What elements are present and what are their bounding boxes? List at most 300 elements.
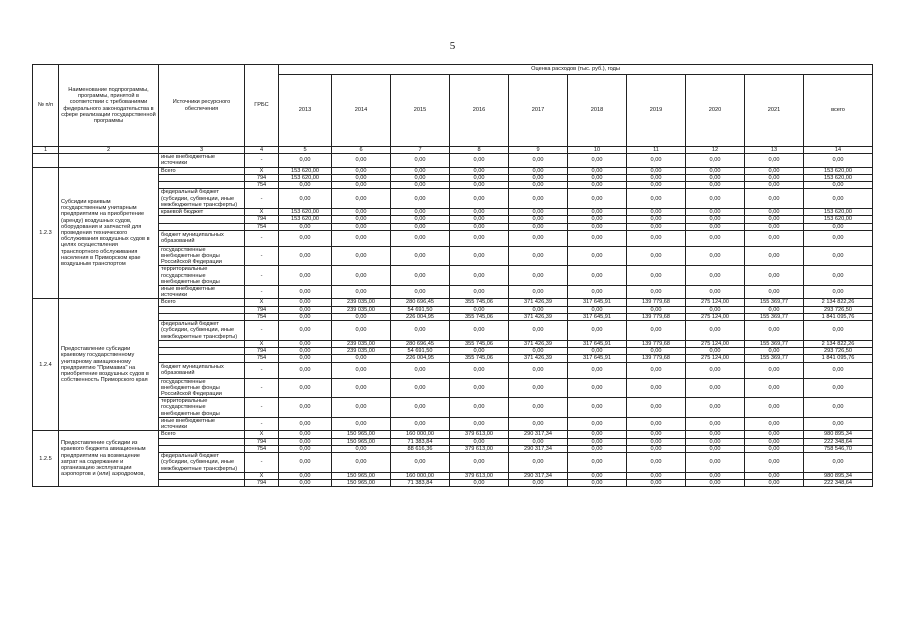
value-cell: 0,00 [279, 438, 332, 445]
value-cell: 0,00 [804, 452, 873, 472]
value-cell: 0,00 [391, 362, 450, 378]
value-cell: 0,00 [686, 321, 745, 341]
value-cell: 0,00 [450, 230, 509, 246]
source-cell: Всего [159, 167, 245, 174]
value-cell: 222 348,64 [804, 438, 873, 445]
value-cell: 153 620,00 [804, 167, 873, 174]
source-cell [159, 355, 245, 362]
value-cell: 0,00 [279, 299, 332, 306]
value-cell: 155 369,77 [745, 341, 804, 348]
value-cell: 0,00 [509, 417, 568, 430]
value-cell: 0,00 [391, 223, 450, 230]
year-header: 2018 [568, 75, 627, 147]
value-cell: 0,00 [568, 209, 627, 216]
value-cell: 155 369,77 [745, 313, 804, 320]
value-cell: 0,00 [804, 223, 873, 230]
value-cell: 0,00 [686, 230, 745, 246]
value-cell: 0,00 [745, 182, 804, 189]
value-cell: 153 620,00 [279, 209, 332, 216]
value-cell: 0,00 [279, 355, 332, 362]
value-cell: 0,00 [509, 480, 568, 487]
source-cell: иные внебюджетные источники [159, 417, 245, 430]
header-name: Наименование подпрограммы, программы, принятой в соответствии с требованиями федерального законодательства в сфере реализации государственной программы [59, 65, 159, 147]
value-cell: 0,00 [279, 398, 332, 418]
value-cell: 139 779,68 [627, 355, 686, 362]
value-cell: 0,00 [627, 167, 686, 174]
grbs-cell: 754 [245, 313, 279, 320]
value-cell: 0,00 [686, 438, 745, 445]
value-cell: 0,00 [686, 348, 745, 355]
value-cell: 0,00 [279, 348, 332, 355]
table-row [33, 306, 873, 313]
table-row [33, 472, 873, 479]
value-cell: 0,00 [804, 417, 873, 430]
program-name-cell: Предоставление субсидии краевому государственному унитарному авиационному предприятию "Примавиа" на приобретение воздушных судов в собственность Приморского края [59, 299, 159, 431]
value-cell: 0,00 [332, 246, 391, 266]
value-cell: 0,00 [804, 230, 873, 246]
row-number-cell: 1.2.5 [33, 431, 59, 487]
program-name-cell: Предоставление субсидии из краевого бюджета авиационным предприятиям на возмещение затрат на содержание и организацию эксплуатации аэропортов и (или) аэродромов, [59, 431, 159, 487]
value-cell: 2 134 822,26 [804, 299, 873, 306]
value-cell: 153 620,00 [279, 216, 332, 223]
value-cell: 153 620,00 [279, 167, 332, 174]
value-cell: 0,00 [568, 216, 627, 223]
value-cell: 293 726,50 [804, 348, 873, 355]
grbs-cell: 794 [245, 348, 279, 355]
value-cell: 153 620,00 [804, 216, 873, 223]
value-cell: 0,00 [627, 431, 686, 438]
value-cell: 0,00 [627, 348, 686, 355]
value-cell: 0,00 [509, 286, 568, 299]
value-cell: 0,00 [279, 246, 332, 266]
year-header: 2021 [745, 75, 804, 147]
value-cell: 0,00 [450, 480, 509, 487]
value-cell: 275 124,00 [686, 313, 745, 320]
value-cell: 0,00 [450, 417, 509, 430]
table-row [33, 348, 873, 355]
value-cell: 0,00 [745, 480, 804, 487]
value-cell: 0,00 [391, 286, 450, 299]
value-cell: 0,00 [568, 154, 627, 167]
value-cell: 0,00 [568, 378, 627, 398]
grbs-cell: - [245, 321, 279, 341]
value-cell: 239 035,00 [332, 306, 391, 313]
column-number: 13 [745, 147, 804, 154]
value-cell: 0,00 [804, 189, 873, 209]
value-cell: 0,00 [568, 438, 627, 445]
value-cell: 139 779,68 [627, 313, 686, 320]
source-cell [159, 348, 245, 355]
value-cell: 0,00 [686, 246, 745, 266]
table-row [33, 246, 873, 266]
grbs-cell: - [245, 417, 279, 430]
value-cell: 0,00 [279, 182, 332, 189]
source-cell: бюджет муниципальных образований [159, 362, 245, 378]
value-cell: 0,00 [686, 480, 745, 487]
value-cell: 0,00 [568, 417, 627, 430]
value-cell: 371 426,39 [509, 341, 568, 348]
year-header: 2014 [332, 75, 391, 147]
value-cell: 0,00 [279, 266, 332, 286]
value-cell: 0,00 [745, 167, 804, 174]
header-grbs: ГРБС [245, 65, 279, 147]
value-cell: 758 546,70 [804, 445, 873, 452]
value-cell: 0,00 [745, 348, 804, 355]
value-cell: 0,00 [568, 246, 627, 266]
value-cell: 0,00 [450, 182, 509, 189]
value-cell: 980 895,34 [804, 472, 873, 479]
value-cell: 0,00 [332, 321, 391, 341]
budget-table [32, 64, 873, 487]
value-cell: 0,00 [509, 182, 568, 189]
page-number: 5 [449, 40, 456, 52]
value-cell: 0,00 [279, 472, 332, 479]
row-number-cell [33, 154, 59, 167]
value-cell: 160 000,00 [391, 472, 450, 479]
value-cell: 0,00 [745, 216, 804, 223]
value-cell: 0,00 [568, 348, 627, 355]
value-cell: 0,00 [627, 174, 686, 181]
value-cell: 0,00 [450, 266, 509, 286]
source-cell: государственные внебюджетные фонды Российской Федерации [159, 246, 245, 266]
column-number: 1 [33, 147, 59, 154]
value-cell: 0,00 [686, 398, 745, 418]
value-cell: 153 620,00 [279, 174, 332, 181]
value-cell: 0,00 [804, 182, 873, 189]
value-cell: 150 965,00 [332, 431, 391, 438]
value-cell: 0,00 [745, 321, 804, 341]
value-cell: 0,00 [686, 286, 745, 299]
value-cell: 0,00 [568, 321, 627, 341]
value-cell: 0,00 [568, 472, 627, 479]
value-cell: 0,00 [391, 321, 450, 341]
value-cell: 150 965,00 [332, 472, 391, 479]
value-cell: 379 613,00 [450, 445, 509, 452]
value-cell: 0,00 [627, 472, 686, 479]
source-cell [159, 216, 245, 223]
value-cell: 0,00 [745, 174, 804, 181]
value-cell: 0,00 [745, 266, 804, 286]
value-cell: 0,00 [568, 189, 627, 209]
value-cell: 71 383,84 [391, 480, 450, 487]
value-cell: 0,00 [745, 362, 804, 378]
value-cell: 239 035,00 [332, 341, 391, 348]
value-cell: 0,00 [332, 223, 391, 230]
value-cell: 0,00 [509, 378, 568, 398]
source-cell [159, 223, 245, 230]
year-header: 2017 [509, 75, 568, 147]
value-cell: 355 745,06 [450, 313, 509, 320]
value-cell: 0,00 [627, 266, 686, 286]
table-row [33, 167, 873, 174]
table-row [33, 230, 873, 246]
value-cell: 0,00 [391, 378, 450, 398]
grbs-cell: - [245, 398, 279, 418]
value-cell: 0,00 [686, 216, 745, 223]
value-cell: 0,00 [450, 174, 509, 181]
value-cell: 153 620,00 [804, 174, 873, 181]
value-cell: 0,00 [568, 398, 627, 418]
value-cell: 0,00 [804, 154, 873, 167]
value-cell: 0,00 [686, 167, 745, 174]
value-cell: 0,00 [279, 230, 332, 246]
value-cell: 0,00 [332, 266, 391, 286]
grbs-cell: X [245, 299, 279, 306]
table-row [33, 417, 873, 430]
value-cell: 0,00 [745, 286, 804, 299]
header-estimate: Оценка расходов (тыс. руб.), годы [279, 65, 873, 75]
value-cell: 0,00 [509, 398, 568, 418]
value-cell: 0,00 [568, 452, 627, 472]
grbs-cell: 754 [245, 355, 279, 362]
value-cell: 0,00 [279, 378, 332, 398]
column-number: 2 [59, 147, 159, 154]
table-row [33, 209, 873, 216]
grbs-cell: X [245, 431, 279, 438]
value-cell: 0,00 [332, 174, 391, 181]
value-cell: 0,00 [627, 438, 686, 445]
value-cell: 0,00 [804, 398, 873, 418]
value-cell: 0,00 [568, 445, 627, 452]
value-cell: 0,00 [627, 216, 686, 223]
value-cell: 153 620,00 [804, 209, 873, 216]
value-cell: 0,00 [804, 362, 873, 378]
row-name-cell [59, 154, 159, 167]
value-cell: 0,00 [391, 417, 450, 430]
value-cell: 371 426,39 [509, 355, 568, 362]
value-cell: 0,00 [509, 452, 568, 472]
grbs-cell: - [245, 266, 279, 286]
grbs-cell: - [245, 378, 279, 398]
value-cell: 0,00 [686, 182, 745, 189]
source-cell [159, 438, 245, 445]
value-cell: 0,00 [332, 182, 391, 189]
grbs-cell: 754 [245, 182, 279, 189]
value-cell: 275 124,00 [686, 341, 745, 348]
value-cell: 0,00 [745, 209, 804, 216]
value-cell: 0,00 [332, 355, 391, 362]
value-cell: 0,00 [627, 209, 686, 216]
value-cell: 0,00 [686, 417, 745, 430]
value-cell: 0,00 [686, 378, 745, 398]
source-cell: краевой бюджет [159, 209, 245, 216]
year-header: всего [804, 75, 873, 147]
table-row [33, 189, 873, 209]
value-cell: 0,00 [391, 266, 450, 286]
value-cell: 0,00 [332, 154, 391, 167]
year-header: 2016 [450, 75, 509, 147]
value-cell: 0,00 [450, 438, 509, 445]
table-row [33, 445, 873, 452]
value-cell: 0,00 [686, 223, 745, 230]
table-row [33, 313, 873, 320]
value-cell: 0,00 [450, 216, 509, 223]
source-cell [159, 480, 245, 487]
column-number: 4 [245, 147, 279, 154]
value-cell: 0,00 [332, 417, 391, 430]
value-cell: 0,00 [279, 313, 332, 320]
value-cell: 275 124,00 [686, 355, 745, 362]
value-cell: 0,00 [686, 209, 745, 216]
source-cell [159, 174, 245, 181]
value-cell: 0,00 [568, 306, 627, 313]
value-cell: 155 369,77 [745, 299, 804, 306]
value-cell: 0,00 [450, 154, 509, 167]
value-cell: 160 000,00 [391, 431, 450, 438]
value-cell: 0,00 [450, 362, 509, 378]
value-cell: 0,00 [745, 154, 804, 167]
table-row [33, 452, 873, 472]
grbs-cell: 794 [245, 174, 279, 181]
grbs-cell: - [245, 230, 279, 246]
table-row [33, 223, 873, 230]
value-cell: 0,00 [627, 417, 686, 430]
value-cell: 0,00 [745, 306, 804, 313]
header-num: № п/п [33, 65, 59, 147]
value-cell: 0,00 [279, 223, 332, 230]
value-cell: 0,00 [686, 266, 745, 286]
value-cell: 0,00 [332, 209, 391, 216]
value-cell: 239 035,00 [332, 348, 391, 355]
value-cell: 0,00 [568, 431, 627, 438]
value-cell: 0,00 [332, 398, 391, 418]
value-cell: 275 124,00 [686, 299, 745, 306]
value-cell: 0,00 [745, 378, 804, 398]
value-cell: 355 745,06 [450, 299, 509, 306]
value-cell: 0,00 [279, 417, 332, 430]
year-header: 2020 [686, 75, 745, 147]
value-cell: 0,00 [686, 445, 745, 452]
value-cell: 0,00 [450, 452, 509, 472]
source-cell [159, 313, 245, 320]
value-cell: 0,00 [804, 246, 873, 266]
value-cell: 0,00 [804, 266, 873, 286]
value-cell: 0,00 [279, 321, 332, 341]
value-cell: 0,00 [391, 216, 450, 223]
value-cell: 0,00 [332, 189, 391, 209]
value-cell: 0,00 [568, 223, 627, 230]
value-cell: 0,00 [391, 167, 450, 174]
table-row [33, 480, 873, 487]
grbs-cell: - [245, 154, 279, 167]
value-cell: 0,00 [568, 266, 627, 286]
value-cell: 0,00 [627, 230, 686, 246]
year-header: 2019 [627, 75, 686, 147]
source-cell [159, 445, 245, 452]
value-cell: 0,00 [568, 230, 627, 246]
value-cell: 290 317,34 [509, 431, 568, 438]
value-cell: 0,00 [450, 378, 509, 398]
value-cell: 0,00 [804, 378, 873, 398]
value-cell: 0,00 [391, 398, 450, 418]
value-cell: 371 426,39 [509, 299, 568, 306]
table-row [33, 431, 873, 438]
value-cell: 0,00 [332, 452, 391, 472]
value-cell: 0,00 [509, 189, 568, 209]
value-cell: 0,00 [391, 154, 450, 167]
table-row [33, 299, 873, 306]
value-cell: 0,00 [332, 378, 391, 398]
column-number: 8 [450, 147, 509, 154]
value-cell: 0,00 [804, 286, 873, 299]
value-cell: 0,00 [568, 182, 627, 189]
table-row [33, 154, 873, 167]
table-row [33, 182, 873, 189]
value-cell: 0,00 [450, 286, 509, 299]
value-cell: 0,00 [332, 445, 391, 452]
value-cell: 0,00 [332, 216, 391, 223]
value-cell: 54 691,50 [391, 348, 450, 355]
value-cell: 379 613,00 [450, 472, 509, 479]
value-cell: 290 317,34 [509, 472, 568, 479]
value-cell: 355 745,06 [450, 355, 509, 362]
value-cell: 0,00 [745, 417, 804, 430]
value-cell: 0,00 [627, 189, 686, 209]
value-cell: 0,00 [627, 182, 686, 189]
source-cell: федеральный бюджет (субсидии, субвенции, иные межбюджетные трансферты) [159, 452, 245, 472]
value-cell: 980 895,34 [804, 431, 873, 438]
value-cell: 0,00 [686, 306, 745, 313]
program-name-cell: Субсидии краевым государственным унитарным предприятиям на приобретение (аренду) воздушных судов, оборудования и запчастей для проведения технического обслуживания воздушных судов в целях осуществления транспортного обслуживания населения в Приморском крае воздушным транспортом [59, 167, 159, 299]
table-row [33, 286, 873, 299]
value-cell: 0,00 [332, 167, 391, 174]
grbs-cell: 794 [245, 216, 279, 223]
grbs-cell: - [245, 452, 279, 472]
value-cell: 0,00 [332, 313, 391, 320]
value-cell: 0,00 [686, 362, 745, 378]
column-number: 14 [804, 147, 873, 154]
table-row [33, 398, 873, 418]
value-cell: 0,00 [450, 246, 509, 266]
value-cell: 280 696,45 [391, 299, 450, 306]
value-cell: 0,00 [627, 480, 686, 487]
value-cell: 0,00 [332, 286, 391, 299]
grbs-cell: X [245, 472, 279, 479]
grbs-cell: 794 [245, 480, 279, 487]
column-number: 5 [279, 147, 332, 154]
source-cell: федеральный бюджет (субсидии, субвенции, иные межбюджетные трансферты) [159, 321, 245, 341]
grbs-cell: X [245, 341, 279, 348]
header-source: Источники ресурсного обеспечения [159, 65, 245, 147]
grbs-cell: - [245, 286, 279, 299]
value-cell: 371 426,39 [509, 313, 568, 320]
value-cell: 0,00 [686, 174, 745, 181]
value-cell: 0,00 [279, 445, 332, 452]
value-cell: 1 841 095,76 [804, 313, 873, 320]
value-cell: 150 965,00 [332, 438, 391, 445]
value-cell: 317 645,91 [568, 341, 627, 348]
value-cell: 0,00 [686, 472, 745, 479]
value-cell: 0,00 [568, 286, 627, 299]
source-cell [159, 182, 245, 189]
value-cell: 0,00 [332, 230, 391, 246]
column-number: 3 [159, 147, 245, 154]
value-cell: 0,00 [627, 246, 686, 266]
value-cell: 0,00 [627, 445, 686, 452]
value-cell: 0,00 [568, 480, 627, 487]
value-cell: 0,00 [627, 306, 686, 313]
value-cell: 317 645,91 [568, 355, 627, 362]
column-number: 6 [332, 147, 391, 154]
value-cell: 0,00 [686, 154, 745, 167]
value-cell: 317 645,91 [568, 313, 627, 320]
value-cell: 0,00 [686, 452, 745, 472]
value-cell: 0,00 [627, 154, 686, 167]
value-cell: 0,00 [391, 230, 450, 246]
value-cell: 355 745,06 [450, 341, 509, 348]
value-cell: 139 779,68 [627, 341, 686, 348]
value-cell: 0,00 [450, 209, 509, 216]
